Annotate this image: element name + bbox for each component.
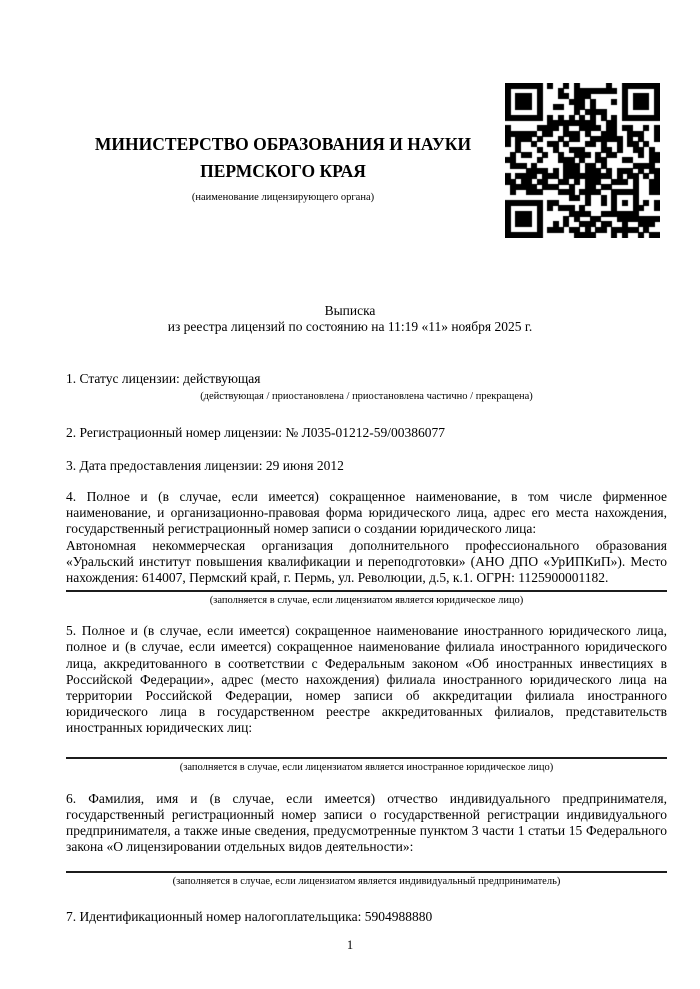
- item-5-caption: (заполняется в случае, если лицензиатом является иностранное юридическое лицо): [179, 761, 554, 773]
- item-4-statement: 4. Полное и (в случае, если имеется) сокращенное наименование, в том числе фирменное наименование, и организационно-правовая форма юридического лица, адрес его места нахождения, государственный регистрационный номер записи о создании юридического лица:: [66, 489, 667, 537]
- item-6-individual-entrepreneur: [66, 791, 667, 889]
- ministry-caption: (наименование лицензирующего органа): [191, 192, 375, 203]
- item-5-statement: 5. Полное и (в случае, если имеется) сокращенное наименование иностранного юридического лица, полное и (в случае, если имеется) сокращенное наименование филиала иностранного юридического лица, аккредитованного в соответствии с Федеральным законом «Об иностранных инвестициях в Российской Федерации», адрес (место нахождения) филиала иностранного юридического лица на территории Российской Федерации, номер записи об аккредитации филиала иностранного юридического лица в государственном реестре аккредитованных филиалов, представительств иностранных юридических лиц:: [66, 623, 667, 736]
- item-3-grant-date: 3. Дата предоставления лицензии: 29 июня 2012: [66, 457, 344, 473]
- ministry-name-line2: ПЕРМСКОГО КРАЯ: [200, 161, 366, 181]
- item-6-underline: [66, 871, 667, 873]
- item-5-empty-value: [66, 737, 667, 753]
- item-1-license-status: 1. Статус лицензии: действующая: [66, 371, 261, 387]
- qr-code-icon: [505, 83, 660, 238]
- document-title-line2: из реестра лицензий по состоянию на 11:19 «11» ноября 2025 г.: [167, 319, 533, 335]
- ministry-name-line1: МИНИСТЕРСТВО ОБРАЗОВАНИЯ И НАУКИ: [94, 134, 472, 154]
- item-4-caption: (заполняется в случае, если лицензиатом является юридическое лицо): [209, 595, 524, 607]
- document-body: [0, 371, 700, 925]
- item-6-statement: 6. Фамилия, имя и (в случае, если имеется) отчество индивидуального предпринимателя, государственный регистрационный номер записи о государственной регистрации индивидуального предпринимателя, а также иные сведения, предусмотренные пунктом 3 части 1 статьи 15 Федерального закона «О лицензировании отдельных видов деятельности»:: [66, 790, 667, 855]
- item-4-legal-entity: [66, 489, 667, 607]
- item-1-caption: (действующая / приостановлена / приостановлена частично / прекращена): [200, 390, 533, 402]
- item-5-underline: [66, 757, 667, 759]
- item-4-underline: [66, 590, 667, 592]
- item-6-caption: (заполняется в случае, если лицензиатом является индивидуальный предприниматель): [172, 876, 561, 888]
- item-4-value: Автономная некоммерческая организация дополнительного профессионального образования «Уральский институт повышения квалификации и переподготовки» (АНО ДПО «УрИПКиП»). Место нахождения: 614007, Пермский край, г. Пермь, ул. Революции, д.5, к.1. ОГРН: 1125900001182.: [66, 537, 667, 586]
- page-number: 1: [346, 937, 354, 952]
- licensing-authority-block: [66, 83, 500, 238]
- item-5-foreign-entity: [66, 623, 667, 773]
- document-title: [0, 303, 700, 335]
- item-2-registration-number: 2. Регистрационный номер лицензии: № Л035-01212-59/00386077: [66, 424, 446, 440]
- document-header: [0, 0, 700, 238]
- document-title-line1: Выписка: [324, 303, 376, 318]
- item-7-taxpayer-number: 7. Идентификационный номер налогоплательщика: 5904988880: [66, 909, 433, 925]
